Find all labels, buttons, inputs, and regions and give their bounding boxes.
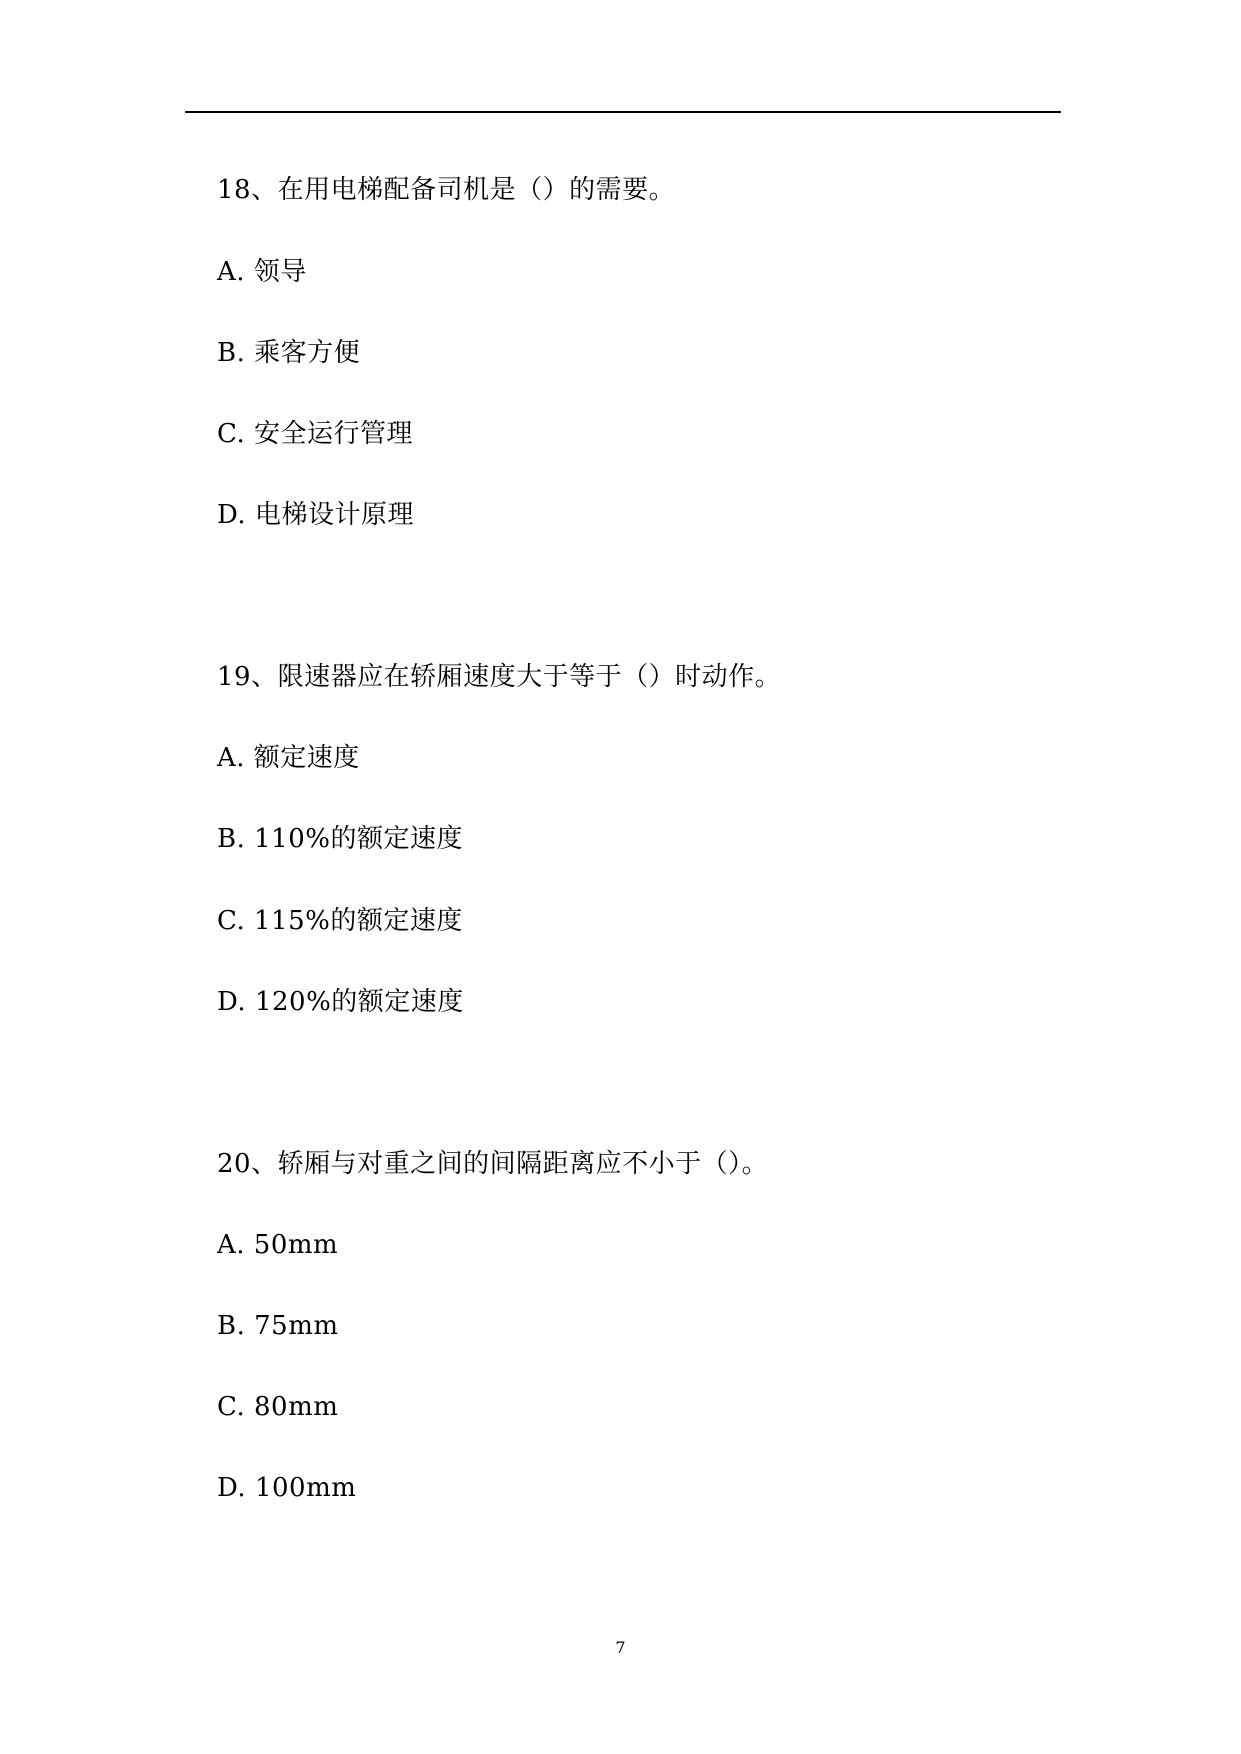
header-rule — [185, 111, 1061, 113]
page-number: 7 — [615, 1638, 626, 1657]
question-18-option-c: C. 安全运行管理 — [217, 419, 413, 449]
question-20-option-c: C. 80mm — [217, 1392, 339, 1422]
question-20-stem: 20、轿厢与对重之间的间隔距离应不小于（）。 — [217, 1149, 769, 1179]
question-20-option-a: A. 50mm — [217, 1230, 339, 1260]
question-19-option-d: D. 120%的额定速度 — [217, 987, 464, 1017]
question-18-stem: 18、在用电梯配备司机是（）的需要。 — [217, 175, 676, 205]
question-18-option-b: B. 乘客方便 — [217, 338, 361, 368]
question-19-stem: 19、限速器应在轿厢速度大于等于（）时动作。 — [217, 662, 782, 692]
question-19-option-c: C. 115%的额定速度 — [217, 906, 463, 936]
question-18-option-d: D. 电梯设计原理 — [217, 500, 414, 530]
question-20-option-d: D. 100mm — [217, 1473, 357, 1503]
question-19-option-b: B. 110%的额定速度 — [217, 824, 463, 854]
question-20-option-b: B. 75mm — [217, 1311, 339, 1341]
question-18-option-a: A. 领导 — [217, 257, 307, 287]
question-19-option-a: A. 额定速度 — [217, 743, 360, 773]
